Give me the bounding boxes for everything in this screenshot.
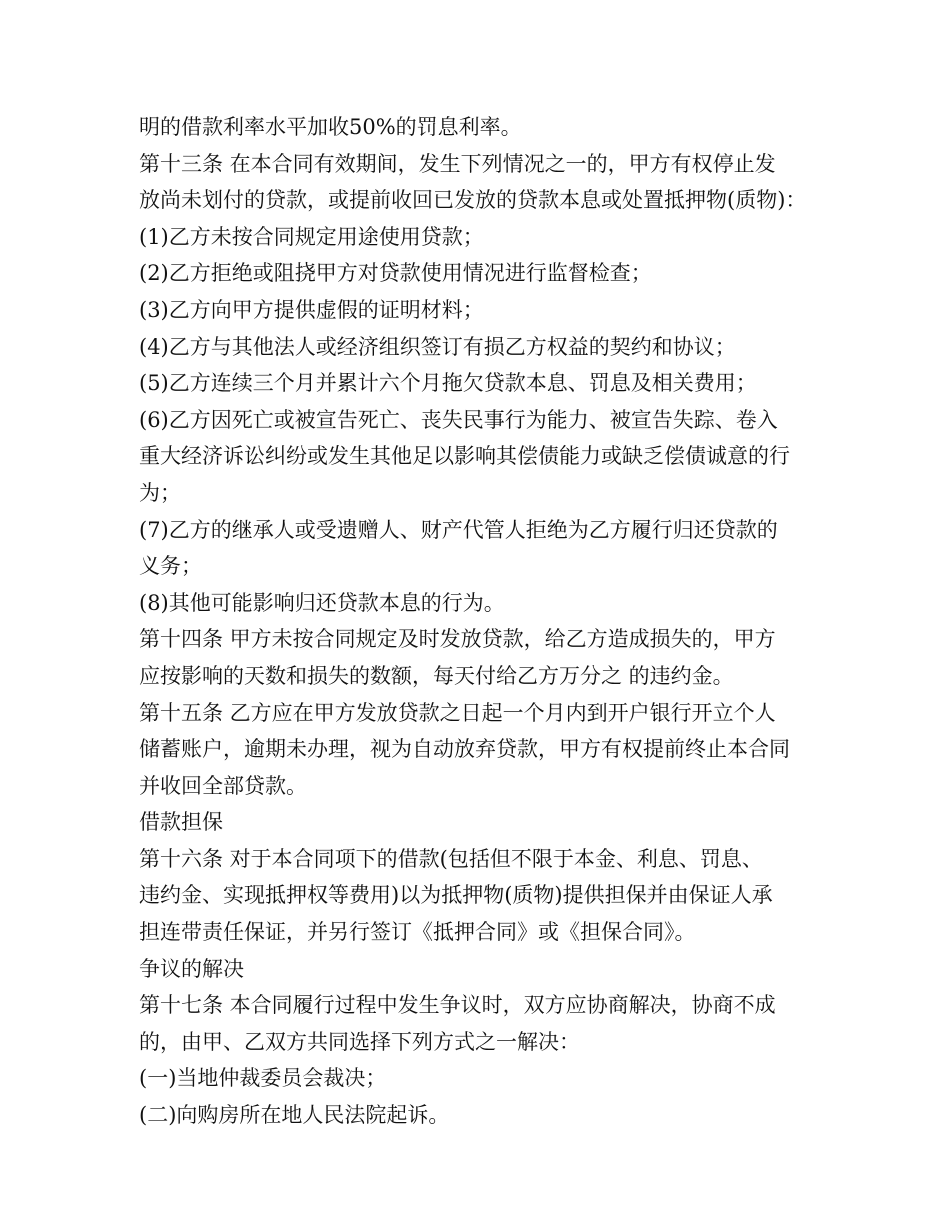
text-line: 第十三条 在本合同有效期间，发生下列情况之一的，甲方有权停止发	[139, 151, 776, 176]
text-line: 担连带责任保证，并另行签订《抵押合同》或《担保合同》。	[139, 920, 696, 945]
text-line: 放尚未划付的贷款，或提前收回已发放的贷款本息或处置抵押物(质物)：	[139, 188, 807, 213]
text-line: 争议的解决	[139, 956, 244, 981]
text-line: (一)当地仲裁委员会裁决；	[139, 1066, 387, 1091]
text-line: 明的借款利率水平加收50%的罚息利率。	[139, 115, 522, 139]
text-line: 第十四条 甲方未按合同规定及时发放贷款，给乙方造成损失的，甲方	[139, 627, 776, 652]
text-line: (1)乙方未按合同规定用途使用贷款；	[139, 224, 484, 249]
text-line: (7)乙方的继承人或受遗赠人、财产代管人拒绝为乙方履行归还贷款的	[139, 517, 778, 542]
text-line: 第十七条 本合同履行过程中发生争议时，双方应协商解决，协商不成	[139, 993, 776, 1018]
text-line: (5)乙方连续三个月并累计六个月拖欠贷款本息、罚息及相关费用；	[139, 371, 757, 396]
text-line: 第十五条 乙方应在甲方发放贷款之日起一个月内到开户银行开立个人	[139, 700, 776, 725]
contract-text	[139, 109, 819, 1134]
text-line: 第十六条 对于本合同项下的借款(包括但不限于本金、利息、罚息、	[139, 846, 763, 871]
text-line: (6)乙方因死亡或被宣告死亡、丧失民事行为能力、被宣告失踪、卷入	[139, 407, 778, 432]
text-line: 违约金、实现抵押权等费用)以为抵押物(质物)提供担保并由保证人承	[139, 883, 773, 908]
text-line: (2)乙方拒绝或阻挠甲方对贷款使用情况进行监督检查；	[139, 261, 652, 286]
text-line: 的，由甲、乙双方共同选择下列方式之一解决：	[139, 1029, 580, 1054]
text-line: 并收回全部贷款。	[139, 773, 307, 798]
text-line: 为；	[139, 480, 181, 505]
text-line: 借款担保	[139, 810, 223, 835]
text-line: 应按影响的天数和损失的数额，每天付给乙方万分之 的违约金。	[139, 663, 734, 688]
text-line: (8)其他可能影响归还贷款本息的行为。	[139, 590, 505, 615]
text-line: 重大经济诉讼纠纷或发生其他足以影响其偿债能力或缺乏偿债诚意的行	[139, 444, 790, 469]
text-line: (4)乙方与其他法人或经济组织签订有损乙方权益的契约和协议；	[139, 334, 736, 359]
text-line: 储蓄账户，逾期未办理，视为自动放弃贷款，甲方有权提前终止本合同	[139, 737, 790, 762]
text-line: 义务；	[139, 554, 202, 579]
text-line: (二)向购房所在地人民法院起诉。	[139, 1103, 450, 1128]
text-line: (3)乙方向甲方提供虚假的证明材料；	[139, 297, 484, 322]
